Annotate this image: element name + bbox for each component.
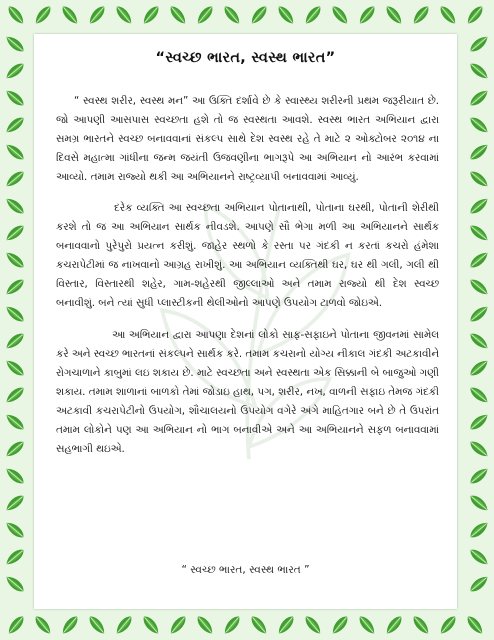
leaf-icon — [468, 222, 491, 243]
leaf-icon — [4, 411, 27, 432]
leaf-icon — [4, 546, 27, 567]
leaf-icon — [248, 4, 269, 27]
leaf-icon — [113, 614, 134, 637]
leaf-icon — [468, 168, 491, 189]
leaf-icon — [5, 614, 26, 637]
leaf-icon — [59, 4, 80, 27]
leaf-icon — [468, 384, 491, 405]
leaf-icon — [4, 573, 27, 594]
leaf-icon — [32, 614, 53, 637]
leaf-icon — [194, 4, 215, 27]
leaf-icon — [86, 4, 107, 27]
leaf-icon — [468, 195, 491, 216]
leaf-icon — [329, 4, 350, 27]
leaf-icon — [468, 60, 491, 81]
document-page — [34, 34, 457, 609]
leaf-icon — [275, 4, 296, 27]
leaf-icon — [437, 4, 458, 27]
leaf-icon — [468, 411, 491, 432]
leaf-icon — [4, 60, 27, 81]
leaf-icon — [383, 4, 404, 27]
leaf-icon — [356, 614, 377, 637]
leaf-icon — [4, 330, 27, 351]
leaf-icon — [4, 438, 27, 459]
leaf-icon — [468, 546, 491, 567]
leaf-icon — [302, 614, 323, 637]
leaf-icon — [32, 4, 53, 27]
leaf-icon — [468, 492, 491, 513]
leaf-icon — [194, 614, 215, 637]
leaf-icon — [410, 614, 431, 637]
leaf-icon — [4, 465, 27, 486]
leaf-icon — [4, 519, 27, 540]
leaf-icon — [4, 384, 27, 405]
leaf-icon — [468, 249, 491, 270]
leaf-icon — [356, 4, 377, 27]
document-body — [56, 92, 439, 459]
leaf-icon — [4, 357, 27, 378]
paragraph-3: આ અભિયાન દ્વારા આપણા દેશનાં લોકો સાફ-સફાઇને પોતાના જીવનમાં સામેલ કરે અને સ્વચ્છ ભારતનાં સંકલ્પને સાર્થક કરે. તમામ કચરાનો યોગ્ય નીકાલ ગંદકી અટકાવીને રોગચાળાને કાબુમાં લઇ શકાય છે. માટે સ્વચ્છતા અને સ્વસ્થતા એક સિક્કાની બે બાજુઓ ગણી શકાય. તમામ શાળાનાં બાળકો તેમાં જોડાઇ હાથ, પગ, શરીર, નખ, વાળની સફાઇ તેમજ ગંદકી અટકાવી કચરાપેટીનો ઉપયોગ, શૌચાલયનો ઉપયોગ વગેરે અંગે માહિતગાર બને છે તે ઉપરાંત તમામ લોકોને પણ આ અભિયાન નો ભાગ બનાવીએ અને આ અભિયાનને સફળ બનાવવામાં સહભાગી થઇએ. — [56, 329, 439, 455]
leaf-icon — [4, 222, 27, 243]
leaf-icon — [4, 87, 27, 108]
document-title: “સ્વચ્છ ભારત, સ્વસ્થ ભારત” — [155, 50, 336, 66]
leaf-icon — [4, 141, 27, 162]
leaf-icon — [383, 614, 404, 637]
leaf-icon — [468, 330, 491, 351]
leaf-icon — [140, 4, 161, 27]
leaf-icon — [468, 573, 491, 594]
leaf-icon — [468, 357, 491, 378]
leaf-icon — [468, 87, 491, 108]
leaf-icon — [468, 114, 491, 135]
leaf-icon — [4, 168, 27, 189]
leaf-icon — [468, 303, 491, 324]
leaf-icon — [221, 4, 242, 27]
leaf-icon — [302, 4, 323, 27]
leaf-icon — [140, 614, 161, 637]
leaf-icon — [167, 614, 188, 637]
leaf-icon — [468, 33, 491, 54]
paragraph-2: દરેક વ્યક્તિ આ સ્વચ્છતા અભિયાન પોતાનાથી, પોતાના ઘરથી, પોતાની શેરીથી કરશે તો જ આ અભિયાન સાર્થક નીવડશે. આપણે સૌ ભેગા મળી આ અભિયાનને સાર્થક બનાવવાનો પુરેપુરો પ્રયત્ન કરીશું. જાહેર સ્થળો કે રસ્તા પર ગંદકી ન કરતાં કચરો હંમેશા કચરાપેટીમાં જ નાખવાનો આગ્રહ રાખીશું. આ અભિયાન વ્યક્તિથી ઘર, ઘર થી ગલી, ગલી થી વિસ્તાર, વિસ્તારથી શહેર, ગામ-શહેરથી જીલ્લાઓ અને તમામ રાજ્યો થી દેશ સ્વચ્છ બનાવીશું. બને ત્યાં સુધી પ્લાસ્ટીકની થેલીઓનો આપણે ઉપયોગ ટાળવો જોઇએ. — [56, 202, 439, 309]
leaf-icon — [86, 614, 107, 637]
leaf-icon — [410, 4, 431, 27]
leaf-icon — [437, 614, 458, 637]
leaf-icon — [464, 614, 485, 637]
paragraph-1: “ સ્વસ્થ શરીર, સ્વસ્થ મન” આ ઉક્તિ દર્શાવે છે કે સ્વાસ્થ્ય શરીરની પ્રથમ જરૂરીયાત છે. જો આપણી આસપાસ સ્વચ્છતા હશે તો જ સ્વસ્થતા આવશે. સ્વસ્થ ભારત અભિયાન દ્વારા સમગ્ર ભારતને સ્વચ્છ બનાવવાનાં સંકલ્પ સાથે દેશ સ્વસ્થ રહે તે માટે ૨ ઓક્ટોબર ૨૦૧૪ ના દિવસે મહાત્મા ગાંધીના જન્મ જયંતી ઉજવણીના ભાગરૂપે આ અભિયાન નો આરંભ કરવામાં આવ્યો. તમામ રાજ્યો થકી આ અભિયાનને રાષ્ટ્રવ્યાપી બનાવવામાં આવ્યું. — [56, 95, 439, 183]
leaf-icon — [4, 33, 27, 54]
leaf-icon — [167, 4, 188, 27]
leaf-icon — [59, 614, 80, 637]
leaf-icon — [468, 465, 491, 486]
leaf-icon — [4, 249, 27, 270]
leaf-icon — [4, 492, 27, 513]
document-footer-slogan: “ સ્વચ્છ ભારત, સ્વસ્થ ભારત ” — [181, 564, 310, 576]
leaf-icon — [113, 4, 134, 27]
leaf-icon — [275, 614, 296, 637]
leaf-icon — [5, 4, 26, 27]
leaf-icon — [468, 438, 491, 459]
leaf-icon — [221, 614, 242, 637]
leaf-icon — [248, 614, 269, 637]
leaf-icon — [468, 519, 491, 540]
leaf-icon — [4, 276, 27, 297]
leaf-icon — [4, 195, 27, 216]
leaf-icon — [468, 276, 491, 297]
leaf-icon — [468, 141, 491, 162]
leaf-icon — [4, 114, 27, 135]
leaf-icon — [464, 4, 485, 27]
leaf-icon — [4, 303, 27, 324]
leaf-icon — [329, 614, 350, 637]
